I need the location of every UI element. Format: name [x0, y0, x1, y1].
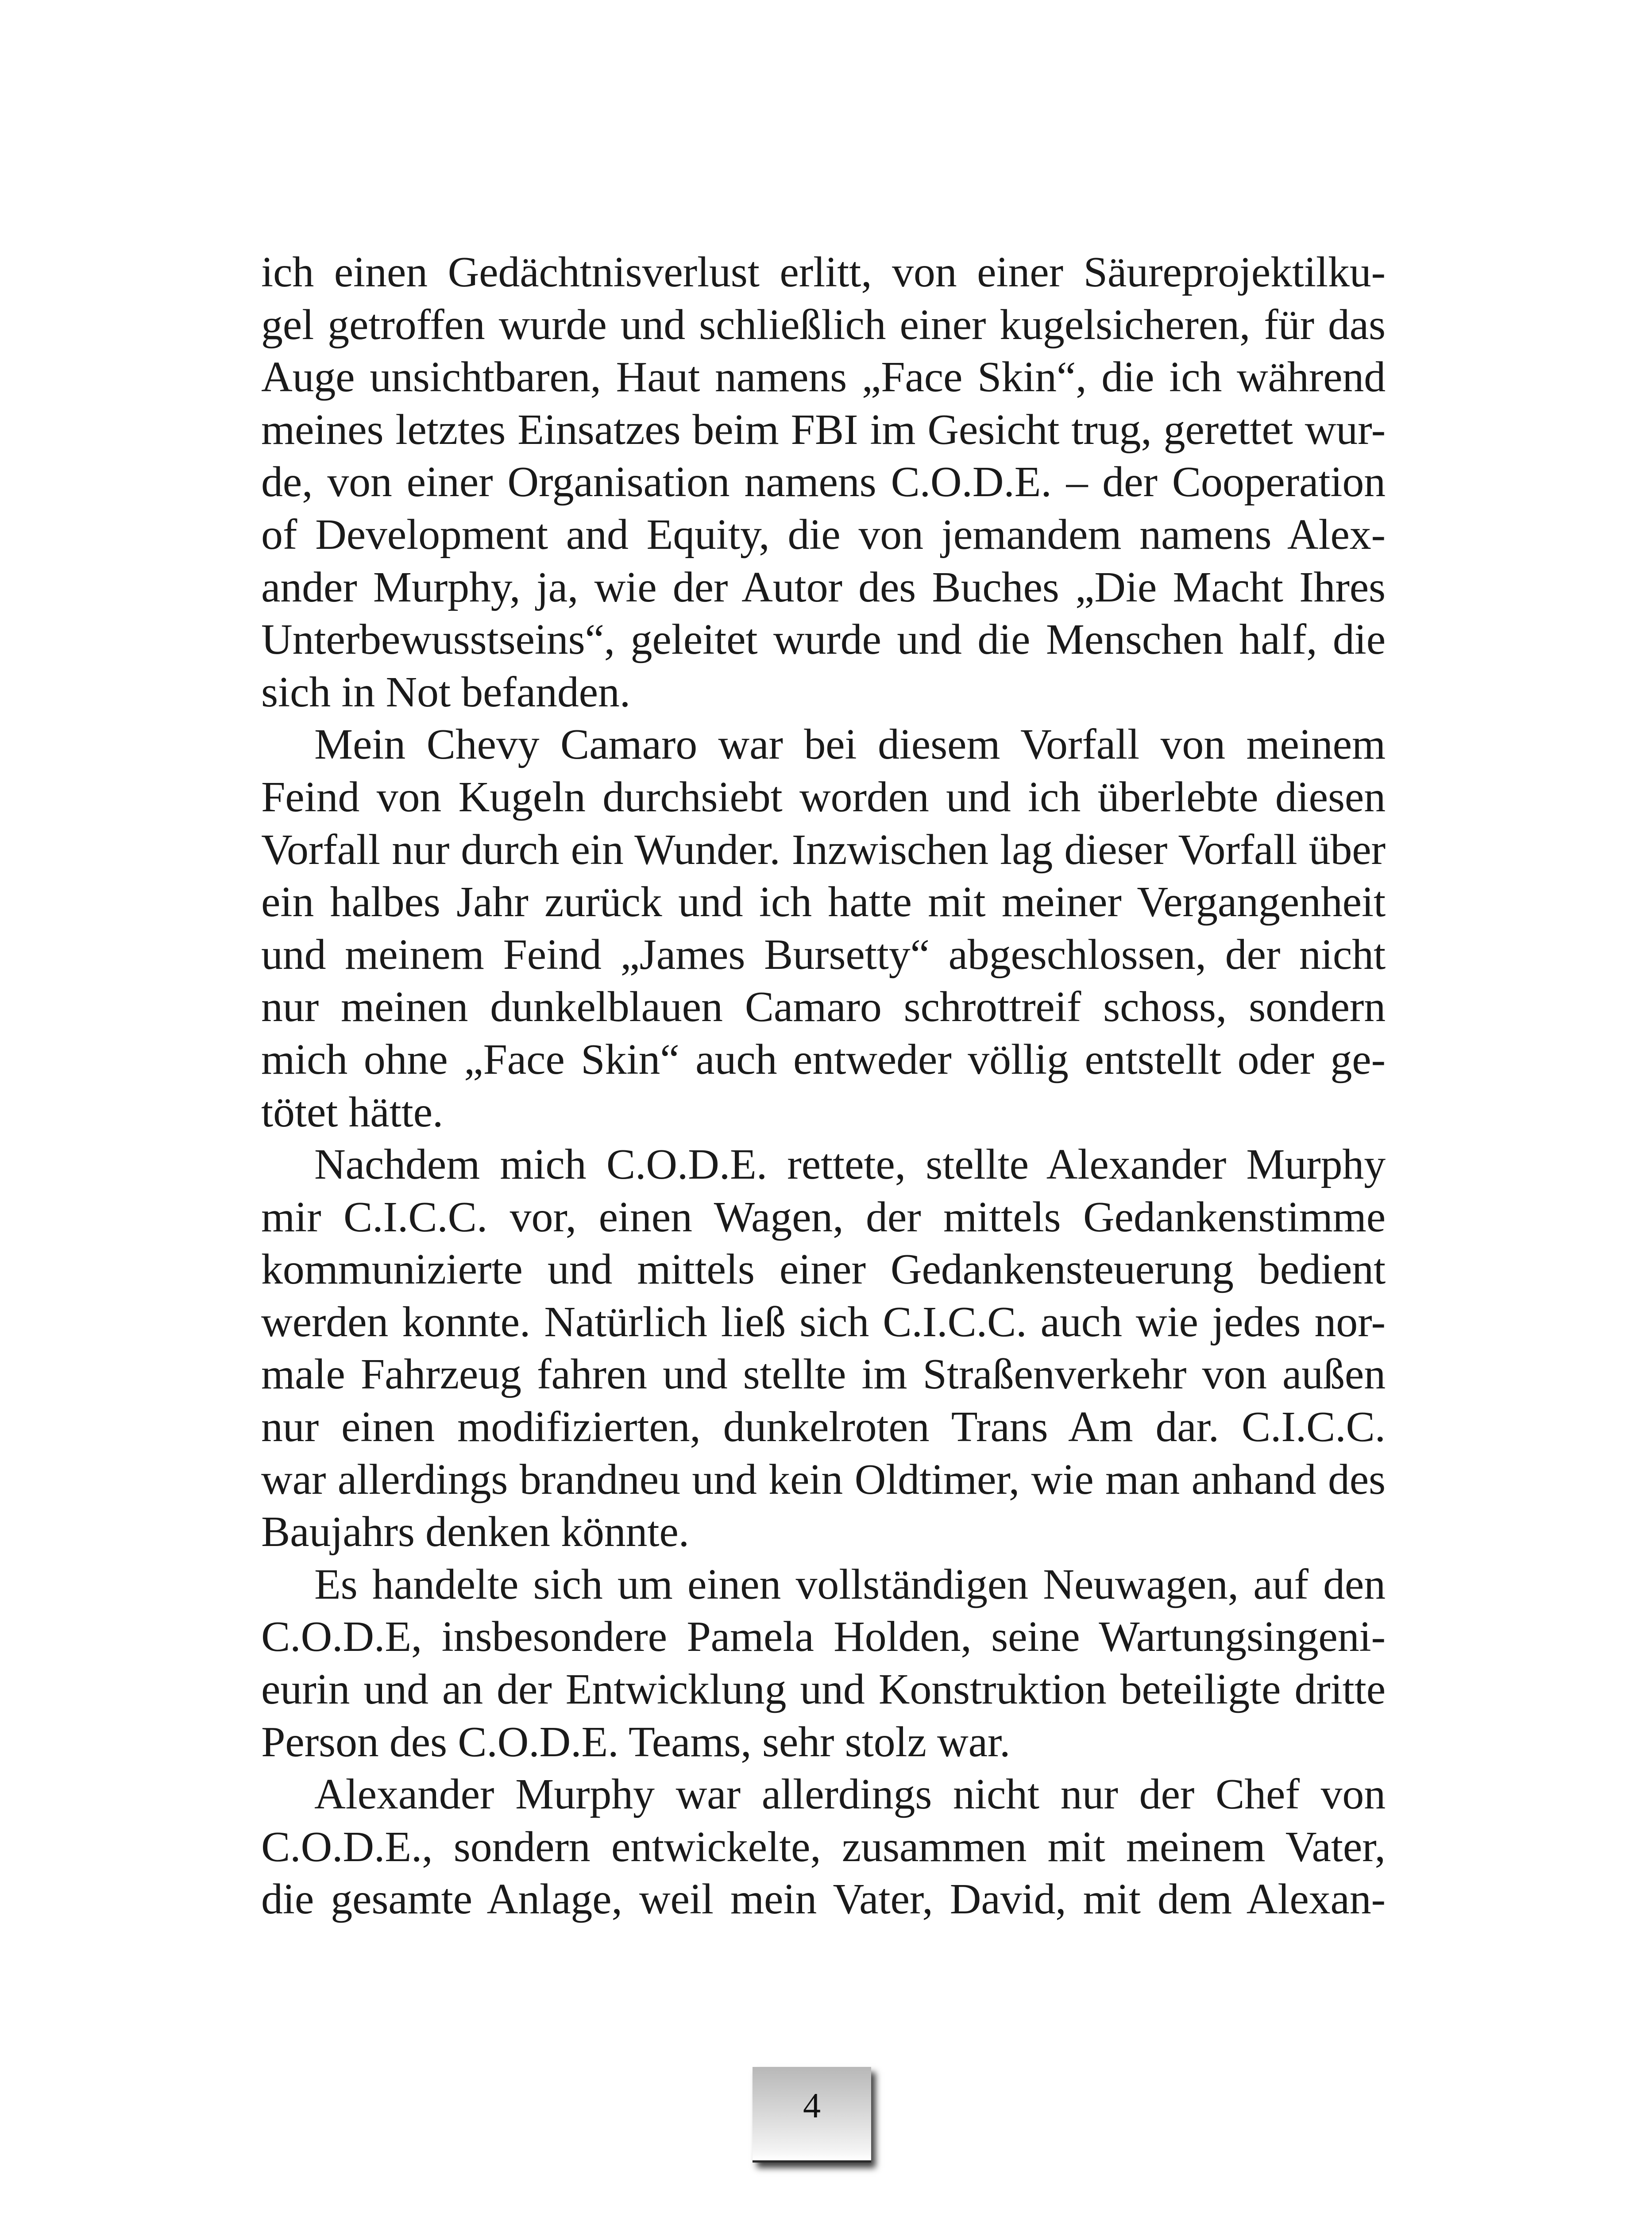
- text-line: Person des C.O.D.E. Teams, sehr stolz war.: [261, 1718, 1011, 1766]
- text-line: of Development and Equity, die von jemandem namens Alex-: [261, 510, 1386, 559]
- text-line: Unterbewusstseins“, geleitet wurde und die Menschen half, die: [261, 616, 1386, 664]
- text-line: war allerdings brandneu und kein Oldtimer, wie man anhand des: [261, 1455, 1386, 1504]
- text-line: kommunizierte und mittels einer Gedankensteuerung bedient: [261, 1245, 1386, 1294]
- text-line: tötet hätte.: [261, 1088, 444, 1136]
- text-line: C.O.D.E, insbesondere Pamela Holden, seine Wartungsingeni-: [261, 1613, 1386, 1661]
- text-line: male Fahrzeug fahren und stellte im Straßenverkehr von außen: [261, 1350, 1386, 1399]
- text-line: ander Murphy, ja, wie der Autor des Buches „Die Macht Ihres: [261, 563, 1386, 611]
- text-line: Mein Chevy Camaro war bei diesem Vorfall von meinem: [314, 721, 1386, 769]
- paragraph: [261, 1768, 1386, 1926]
- text-line: Alexander Murphy war allerdings nicht nur der Chef von: [314, 1770, 1386, 1819]
- paragraph: [261, 718, 1386, 1138]
- text-line: ich einen Gedächtnisverlust erlitt, von einer Säureprojektilku-: [261, 248, 1386, 296]
- text-line: die gesamte Anlage, weil mein Vater, David, mit dem Alexan-: [261, 1875, 1386, 1924]
- text-line: werden konnte. Natürlich ließ sich C.I.C.C. auch wie jedes nor-: [261, 1298, 1386, 1346]
- text-line: meines letztes Einsatzes beim FBI im Gesicht trug, gerettet wur-: [261, 405, 1386, 454]
- text-line: sich in Not befanden.: [261, 668, 631, 716]
- text-line: gel getroffen wurde und schließlich einer kugelsicheren, für das: [261, 301, 1386, 349]
- text-line: Nachdem mich C.O.D.E. rettete, stellte Alexander Murphy: [314, 1141, 1386, 1189]
- text-line: mich ohne „Face Skin“ auch entweder völlig entstellt oder ge-: [261, 1035, 1386, 1083]
- text-line: C.O.D.E., sondern entwickelte, zusammen mit meinem Vater,: [261, 1823, 1386, 1871]
- text-line: eurin und an der Entwicklung und Konstruktion beteiligte dritte: [261, 1666, 1386, 1714]
- text-line: Feind von Kugeln durchsiebt worden und ich überlebte diesen: [261, 773, 1386, 821]
- text-line: nur einen modifizierten, dunkelroten Trans Am dar. C.I.C.C.: [261, 1403, 1386, 1451]
- paragraph: [261, 1138, 1386, 1558]
- text-line: und meinem Feind „James Bursetty“ abgeschlossen, der nicht: [261, 930, 1386, 979]
- page-number: 4: [803, 2086, 821, 2125]
- text-line: Auge unsichtbaren, Haut namens „Face Skin“, die ich während: [261, 353, 1386, 401]
- text-line: de, von einer Organisation namens C.O.D.E. – der Cooperation: [261, 458, 1386, 506]
- paragraph: [261, 1558, 1386, 1768]
- text-line: Vorfall nur durch ein Wunder. Inzwischen lag dieser Vorfall über: [261, 825, 1386, 874]
- page-number-box: [753, 2067, 871, 2163]
- text-line: mir C.I.C.C. vor, einen Wagen, der mittels Gedankenstimme: [261, 1193, 1386, 1241]
- text-line: Baujahrs denken könnte.: [261, 1508, 689, 1556]
- paragraph: [261, 246, 1386, 718]
- page-body: [261, 246, 1386, 1926]
- text-line: ein halbes Jahr zurück und ich hatte mit meiner Vergangenheit: [261, 878, 1386, 926]
- text-line: nur meinen dunkelblauen Camaro schrottreif schoss, sondern: [261, 983, 1386, 1031]
- text-line: Es handelte sich um einen vollständigen Neuwagen, auf den: [314, 1560, 1386, 1608]
